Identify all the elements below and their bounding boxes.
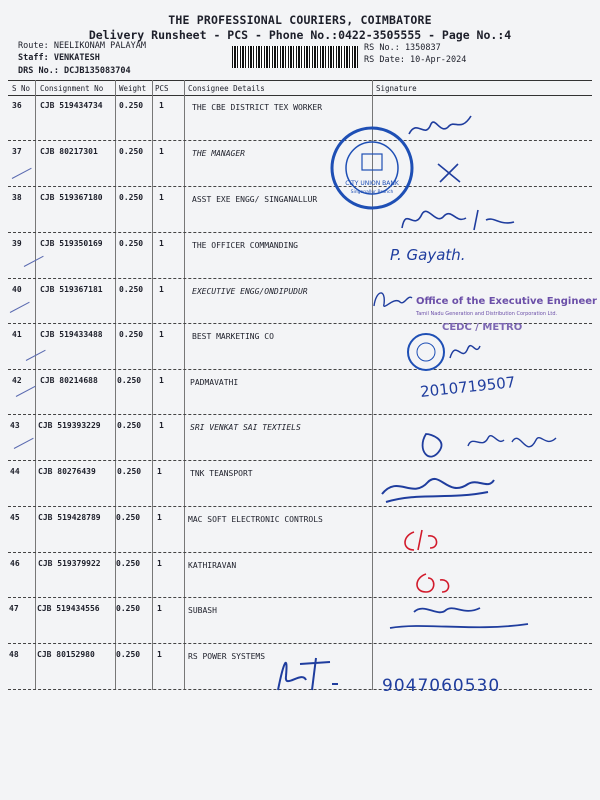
row-separator (8, 140, 592, 141)
row-weight: 0.250 (119, 147, 144, 156)
tick-mark (10, 302, 30, 313)
row-consignment: CJB 80276439 (38, 467, 96, 476)
bank-stamp-branch: Singanallur Branch (350, 190, 394, 195)
row-consignment: CJB 80214688 (40, 376, 98, 385)
row-pcs: 1 (157, 559, 162, 568)
row-consignee: SRI VENKAT SAI TEXTIELS (190, 423, 301, 432)
row-weight: 0.250 (119, 285, 144, 294)
col-header-signature: Signature (376, 84, 417, 93)
eb-stamp-sub: Tamil Nadu Generation and Distribution Corporation Ltd. (416, 311, 558, 317)
row-sno: 36 (12, 101, 22, 110)
row-sno: 44 (10, 467, 20, 476)
row-sno: 41 (12, 330, 22, 339)
row-consignee: THE OFFICER COMMANDING (192, 241, 298, 250)
tick-mark (16, 386, 36, 397)
row-pcs: 1 (159, 285, 164, 294)
row-separator (8, 552, 592, 553)
col-header-consignee: Consignee Details (188, 84, 265, 93)
row-sno: 48 (9, 650, 19, 659)
tick-mark (14, 438, 34, 449)
row-sno: 42 (12, 376, 22, 385)
row-separator (8, 186, 592, 187)
row-consignee: THE CBE DISTRICT TEX WORKER (192, 103, 323, 112)
eb-stamp-division: CEDC / METRO (442, 322, 523, 333)
handwritten-row42: 2010719507 (419, 373, 517, 401)
table-header-rule (8, 95, 592, 96)
signature-row46 (410, 570, 460, 596)
row-pcs: 1 (157, 513, 162, 522)
row-consignment: CJB 519367181 (40, 285, 103, 294)
row-pcs: 1 (159, 147, 164, 156)
signature-row38 (396, 202, 526, 236)
row-consignment: CJB 80152980 (37, 650, 95, 659)
row-sno: 43 (10, 421, 20, 430)
route-label: Route: NEELIKONAM PALAYAM (18, 41, 146, 51)
row-weight: 0.250 (116, 604, 141, 613)
row-sno: 45 (10, 513, 20, 522)
company-title: THE PROFESSIONAL COURIERS, COIMBATORE (168, 13, 432, 27)
col-header-weight: Weight (119, 84, 147, 93)
row-consignee: KATHIRAVAN (188, 561, 237, 570)
row-consignee: SUBASH (188, 606, 217, 615)
row-weight: 0.250 (119, 193, 144, 202)
row-pcs: 1 (159, 421, 164, 430)
row-weight: 0.250 (119, 330, 144, 339)
signature-row44 (378, 470, 498, 510)
tick-mark (12, 168, 32, 179)
handwritten-row39: P. Gayath. (390, 246, 466, 264)
drs-number: DRS No.: DCJB135083704 (18, 66, 131, 76)
round-stamp-row41 (404, 328, 484, 376)
row-weight: 0.250 (117, 421, 142, 430)
row-separator (8, 278, 592, 279)
runsheet-subtitle: Delivery Runsheet - PCS - Phone No.:0422-3505555 - Page No.:4 (88, 28, 512, 42)
signature-row47 (384, 598, 534, 638)
row-pcs: 1 (159, 193, 164, 202)
row-separator (8, 643, 592, 644)
signature-row45 (398, 526, 448, 556)
row-consignee: BEST MARKETING CO (192, 332, 274, 341)
barcode (232, 46, 358, 68)
col-header-sno: S No (12, 84, 31, 93)
row-pcs: 1 (157, 650, 162, 659)
row-consignment: CJB 80217301 (40, 147, 98, 156)
row-consignee: EXECUTIVE ENGG/ONDIPUDUR (192, 287, 308, 296)
row-consignee: THE MANAGER (192, 149, 245, 158)
row-consignment: CJB 519367180 (40, 193, 103, 202)
row-sno: 39 (12, 239, 22, 248)
row-weight: 0.250 (117, 467, 142, 476)
row-consignment: CJB 519393229 (38, 421, 101, 430)
row-consignment: CJB 519428789 (38, 513, 101, 522)
row-pcs: 1 (157, 467, 162, 476)
staff-label: Staff: VENKATESH (18, 53, 100, 63)
row-weight: 0.250 (119, 101, 144, 110)
row-consignee: TNK TEANSPORT (190, 469, 253, 478)
row-consignment: CJB 519433488 (40, 330, 103, 339)
row-consignment: CJB 519434734 (40, 101, 103, 110)
table-top-rule (8, 80, 592, 81)
row-consignment: CJB 519379922 (38, 559, 101, 568)
row-consignment: CJB 519434556 (37, 604, 100, 613)
row-weight: 0.250 (117, 376, 142, 385)
row-separator (8, 414, 592, 415)
row-weight: 0.250 (116, 513, 141, 522)
row-consignee: ASST EXE ENGG/ SINGANALLUR (192, 195, 318, 204)
col-divider (115, 80, 116, 690)
col-divider (184, 80, 185, 690)
handwritten-row48: 9047060530 (382, 676, 501, 696)
row-weight: 0.250 (119, 239, 144, 248)
row-consignee: RS POWER SYSTEMS (188, 652, 266, 661)
row-pcs: 1 (159, 101, 164, 110)
row-sno: 38 (12, 193, 22, 202)
row-consignment: CJB 519350169 (40, 239, 103, 248)
row-sno: 47 (9, 604, 19, 613)
row-separator (8, 506, 592, 507)
row-weight: 0.250 (116, 650, 141, 659)
row-sno: 40 (12, 285, 22, 294)
rs-date: RS Date: 10-Apr-2024 (364, 55, 467, 65)
row-consignee: MAC SOFT ELECTRONIC CONTROLS (188, 515, 323, 524)
row-pcs: 1 (159, 330, 164, 339)
col-divider (152, 80, 153, 690)
eb-stamp-title: Office of the Executive Engineer (416, 296, 597, 307)
col-header-consignment: Consignment No (40, 84, 104, 93)
signature-row43 (412, 420, 562, 472)
row-weight: 0.250 (116, 559, 141, 568)
row-pcs: 1 (157, 604, 162, 613)
tick-mark (24, 256, 44, 267)
bank-stamp (328, 124, 416, 212)
row-separator (8, 369, 592, 370)
signature-row48 (272, 650, 352, 698)
row-consignee: PADMAVATHI (190, 378, 239, 387)
col-header-pcs: PCS (155, 84, 169, 93)
row-pcs: 1 (159, 239, 164, 248)
row-pcs: 1 (159, 376, 164, 385)
bank-stamp-text: CITY UNION BANK (345, 180, 399, 187)
rs-number: RS No.: 1350837 (364, 43, 441, 53)
row-sno: 46 (10, 559, 20, 568)
cross-mark (434, 160, 464, 186)
row-sno: 37 (12, 147, 22, 156)
